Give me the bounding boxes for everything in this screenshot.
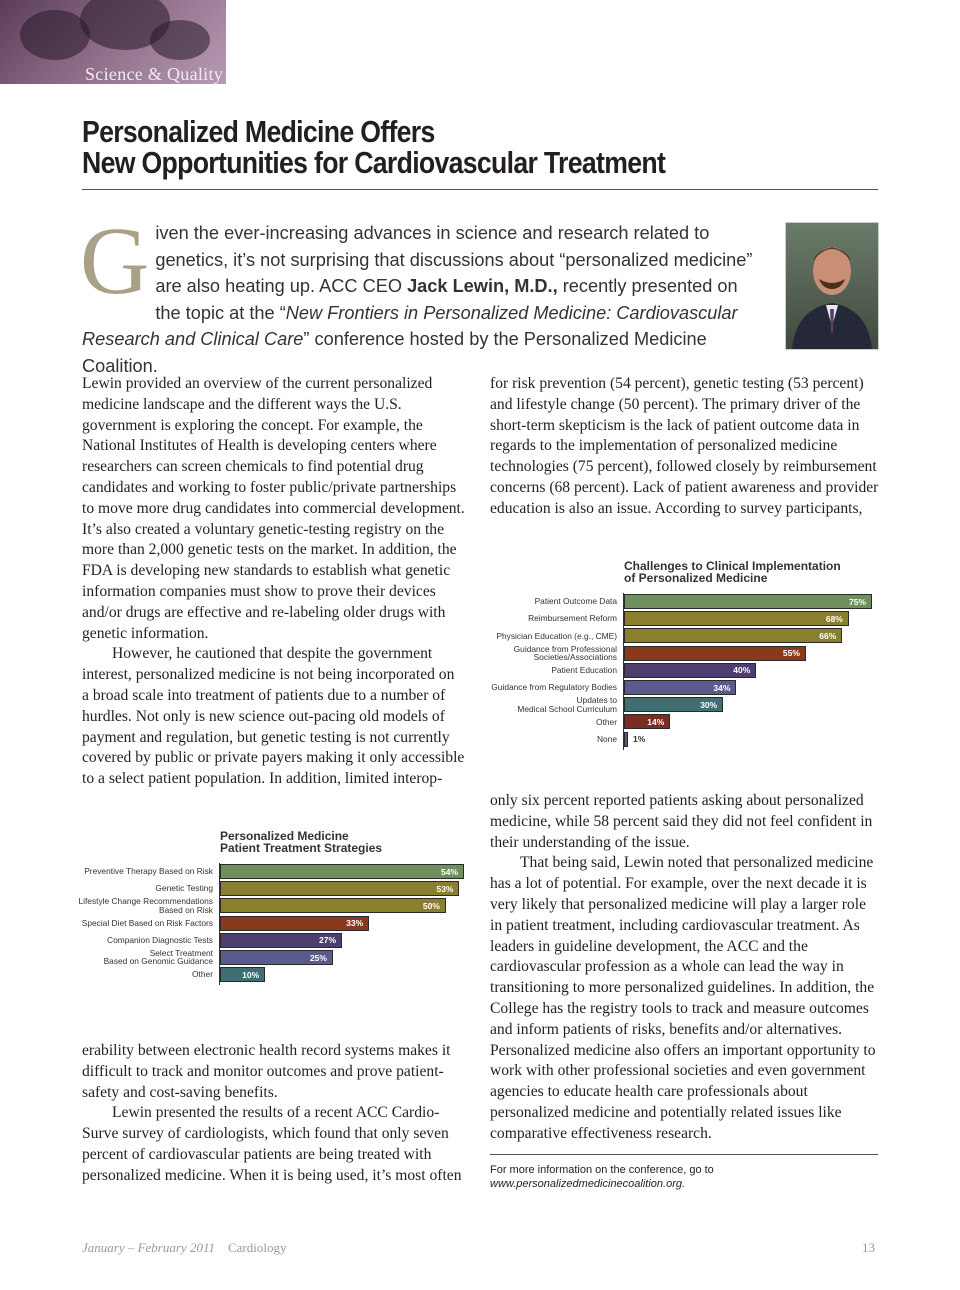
chart-value-label: 33% [346,918,364,929]
strategies-chart [78,826,467,986]
intro-text: recently presented on the topic at the “ [155,276,738,323]
portrait-photo [785,222,879,350]
chart-bar [624,732,628,747]
body-paragraph: for risk prevention (54 percent), genetic testing (53 percent) and lifestyle change (50 percent). The primary driver of the short-term skepticism is the lack of patient outcome data in regards to the implementation of personalized medicine technologies (75 percent), followed closely by reimbursement concerns (68 percent). Lack of patient awareness and provider education is also an issue. According to survey participants, [490,375,879,517]
footnote-text: For more information on the conference, go to [490,1164,714,1176]
chart-category-label: Guidance from Regulatory Bodies [491,682,617,693]
chart-category-label: Guidance from Professional Societies/Associations [513,643,617,663]
chart-category-label: Patient Education [551,665,617,675]
chart-value-label: 10% [242,969,260,980]
chart-category-label: Other [596,716,617,727]
challenges-chart [488,556,880,752]
intro-conference: New Frontiers in Personalized Medicine: Cardiovascular Research and Clinical Care [82,302,738,350]
title-divider [82,189,878,190]
intro-text: iven the ever-increasing advances in science and research related to genetics, it’s not surprising that discussions about “personalized medicine” are also heating up. ACC CEO [155,223,753,297]
footnote-divider [490,1154,878,1155]
chart-bar [220,864,464,879]
portrait-illustration [786,223,878,349]
chart-category-label: Other [192,969,213,980]
body-paragraph: Lewin provided an overview of the current personalized medicine landscape and the different ways the U.S. government is exploring the concept. For example, the National Institutes of Health is developing centers where researchers can screen chemicals to find potential drug candidates and working to foster public/private partnerships to move more drug candidates into commercial development. It’s also created a voluntary genetic-testing registry on the more than 2,000 genetic tests on the market. In addition, the FDA is developing new standards to establish what genetic information companies must show to prove their devices and/or drugs are effective and re-labeling older drugs with genetic information. [82,375,465,642]
banner-photo-shape [150,20,210,60]
section-label: Science & Quality [85,64,224,84]
chart-bar [220,898,446,913]
page-number: 13 [862,1240,875,1255]
title-line-2: New Opportunities for Cardiovascular Treatment [82,145,666,180]
intro-name: Jack Lewin, M.D., [407,276,558,297]
chart-value-label: 34% [713,682,731,693]
chart-value-label: 54% [441,866,459,877]
chart-category-label: Genetic Testing [155,883,213,894]
chart-value-label: 30% [700,699,718,710]
column-1-bottom [82,1041,465,1187]
chart-value-label: 75% [849,596,867,607]
chart-title-line: Challenges to Clinical Implementation [624,559,841,573]
chart-value-label: 1% [633,734,646,745]
page-footer [82,1240,286,1256]
drop-cap: G [80,207,150,314]
issue-date: January – February 2011 [82,1240,215,1255]
intro-text: ” conference hosted by the Personalized Medicine Coalition. [82,329,707,376]
chart-value-label: 66% [819,630,837,641]
chart-value-label: 40% [733,665,751,676]
chart-category-label: Reimbursement Reform [528,613,617,624]
chart-value-label: 55% [782,648,800,659]
chart-title-line: of Personalized Medicine [624,571,768,585]
chart-title-line: Patient Treatment Strategies [220,841,383,855]
chart-title [624,560,841,584]
chart-bar [220,881,459,896]
chart-bar [624,646,806,661]
body-paragraph: Lewin presented the results of a recent ACC Cardio-Surve survey of cardiologists, which found that only seven percent of cardiovascular patients are being treated with personalized medicine. When it is being used, it’s most often [82,1104,462,1184]
chart-value-label: 68% [825,613,843,624]
chart-value-label: 27% [319,935,337,946]
chart-category-label: Physician Education (e.g., CME) [496,630,617,641]
footnote [490,1163,880,1191]
body-paragraph: erability between electronic health record systems makes it difficult to track and monitor outcomes and prove patient-safety and cost-saving benefits. [82,1042,451,1101]
chart-category-label: Patient Outcome Data [534,596,617,607]
chart-category-label: Companion Diagnostic Tests [107,935,213,945]
intro-paragraph [80,207,766,380]
body-paragraph: That being said, Lewin noted that personalized medicine has a lot of potential. For example, over the next decade it is very likely that personalized medicine will play a larger role in patient treatment, including cardiovascular treatment. As leaders in guideline development, the ACC and the cardiovascular profession as a whole can lead the way in transitioning to more personalized guidelines. In addition, the College has the registry tools to track and measure outcomes and inform patients of risks, benefits and/or alternatives. Personalized medicine also offers an important opportunity to work with other professional societies and even government agencies to educate health care professionals about personalized medicine and potentially related issues like comparative effectiveness research. [490,854,876,1142]
chart-category-label: Select Treatment Based on Genomic Guidance [103,947,213,967]
chart-bar [624,611,849,626]
chart-category-label: Preventive Therapy Based on Risk [84,866,213,877]
body-paragraph: only six percent reported patients asking about personalized medicine, while 58 percent said they did not feel confident in their understanding of the issue. [490,792,873,851]
chart-category-label: None [596,733,617,744]
chart-value-label: 14% [647,716,665,727]
chart-category-label: Lifestyle Change Recommendations Based on Risk [78,896,213,915]
column-2-top [490,374,880,520]
title-line-1: Personalized Medicine Offers [82,114,435,149]
chart-category-label: Updates to Medical School Curriculum [517,695,617,714]
magazine-name: Cardiology [227,1240,287,1255]
body-paragraph: However, he cautioned that despite the government interest, personalized medicine is not being incorporated on a broad scale into treatment of patients due to a number of hurdles. Not only is new science out-pacing old models of payment and regulation, but genetic testing is not currently covered by public or private payers making it only accessible to a select patient population. In addition, limited interop- [82,645,465,788]
article-title [82,116,770,178]
chart-value-label: 25% [309,952,327,963]
chart-value-label: 53% [436,883,454,894]
chart-bar [624,628,842,643]
column-1-top [82,374,465,790]
footnote-link[interactable]: www.personalizedmedicinecoalition.org. [490,1178,686,1190]
chart-value-label: 50% [422,900,440,911]
chart-title [220,830,382,854]
column-2-bottom [490,791,880,1145]
chart-category-label: Special Diet Based on Risk Factors [81,917,213,928]
chart-bar [624,594,872,609]
chart-title-line: Personalized Medicine [220,829,349,843]
